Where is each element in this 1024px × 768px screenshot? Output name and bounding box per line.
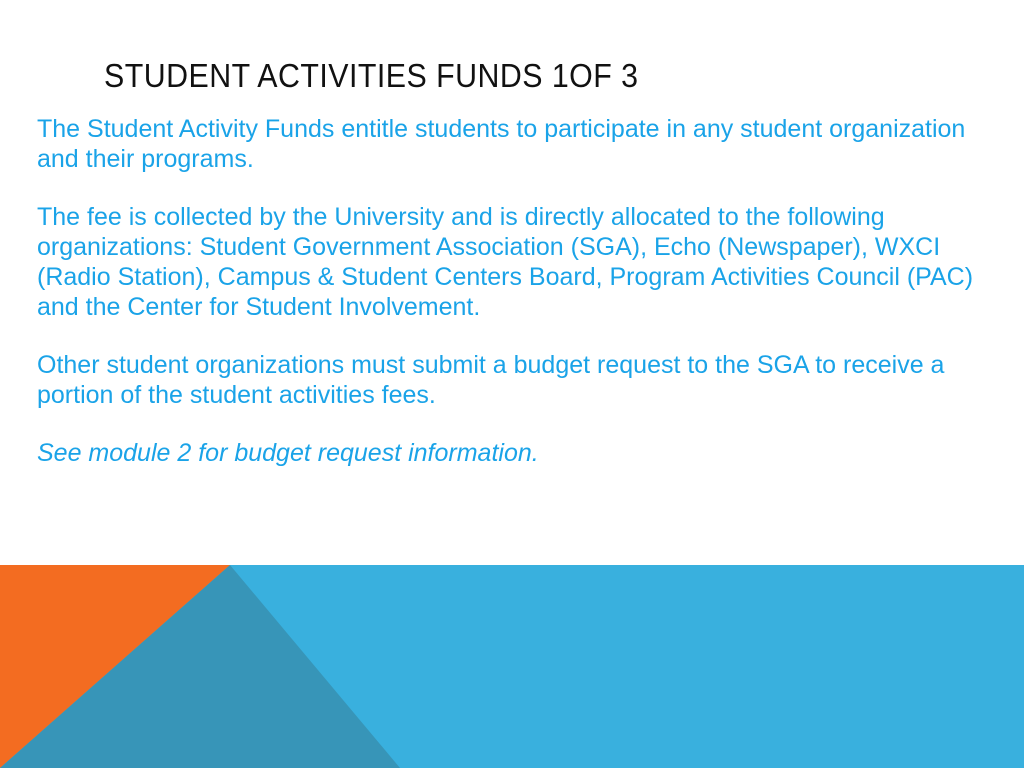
paragraph-activity-funds: The Student Activity Funds entitle students to participate in any student organization and their programs. — [37, 115, 966, 173]
slide-title: STUDENT ACTIVITIES FUNDS 1OF 3 — [104, 57, 639, 94]
slide-body — [37, 114, 999, 496]
paragraph-fee-allocation: The fee is collected by the University and is directly allocated to the following organizations: Student Government Association (SGA), Echo (Newspaper), WXCI (Radio Station), Campus & Student Centers Board, Program Activities Council (PAC) and the Center for Student Involvement. — [37, 203, 974, 321]
paragraph-module-reference: See module 2 for budget request information. — [37, 439, 539, 467]
paragraph-budget-request: Other student organizations must submit a budget request to the SGA to receive a portion of the student activities fees. — [37, 351, 945, 409]
decorative-band — [0, 565, 1024, 768]
